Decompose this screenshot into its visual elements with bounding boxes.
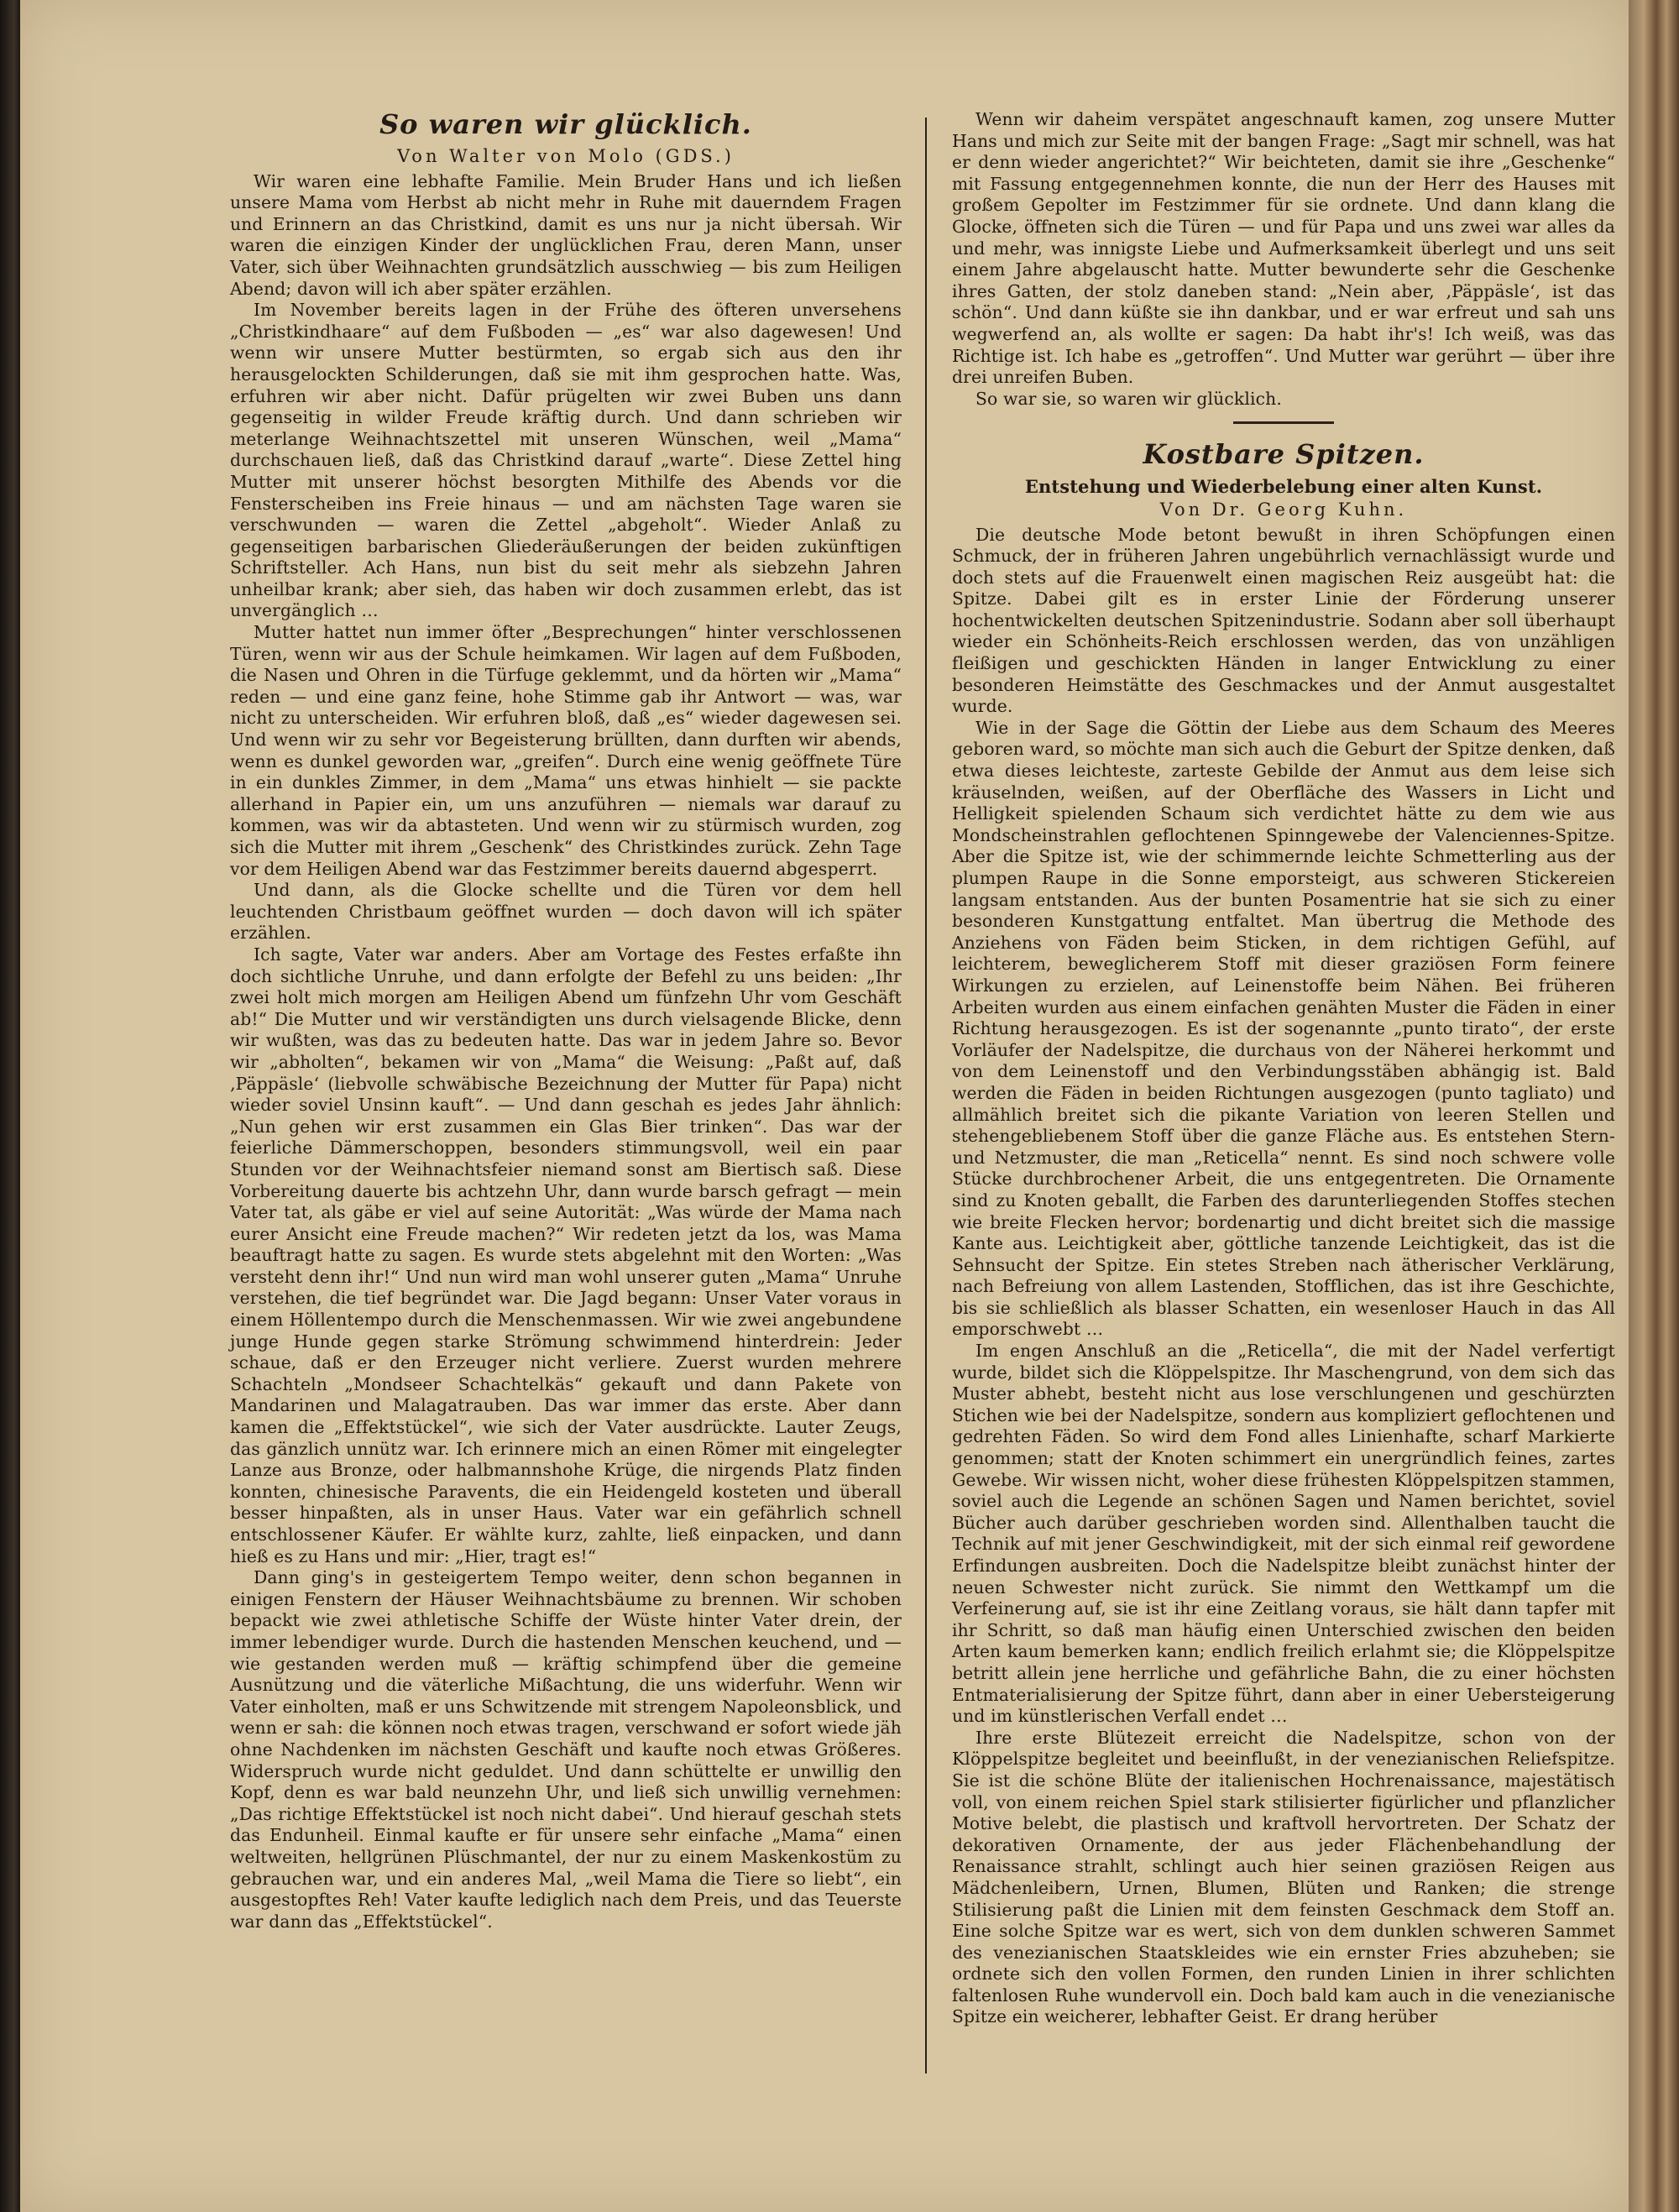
paragraph-closing: So war sie, so waren wir glücklich. (975, 388, 1282, 409)
article-title: So waren wir glücklich. (379, 108, 752, 140)
newspaper-page (20, 0, 1629, 2212)
column-divider (925, 118, 927, 2073)
paragraph: Dann ging's in gesteigertem Tempo weiter, denn schon begannen in einigen Fenstern der Häuser Weihnachtsbäume zu brennen. Wir schoben bepackt wie zwei athletische Schiffe der Wüste hinter Vater drein, der immer lebendiger wurde. Durch die hastenden Menschen keuchend, und — wie gestanden werden muß — kräftig schimpfend über die gemeine Ausnützung und die väterliche Mißachtung, die uns widerfuhr. Wenn wir Vater einholten, maß er uns Schwitzende mit strengem Napoleonsblick, und wenn er sah: die können noch etwas tragen, verschwand er sofort wiede jäh ohne Nachdenken im nächsten Geschäft und kaufte noch etwas Größeres. Widerspruch wurde nicht geduldet. Und dann schüttelte er unwillig den Kopf, denn es war bald neunzehn Uhr, und ließ sich unwillig vernehmen: „Das richtige Effektstückel ist noch nicht dabei“. Und hierauf geschah stets das Endunheil. Einmal kaufte er für unsere sehr einfache „Mama“ einen weltweiten, hellgrünen Plüschmantel, der nur zu einem Maskenkostüm zu gebrauchen war, und ein anderes Mal, „weil Mama die Tiere so liebt“, ein ausgestopftes Reh! Vater kaufte lediglich nach dem Preis, und das Teuerste war dann das „Effektstückel“. (230, 1567, 902, 1932)
right-column (952, 109, 1615, 2028)
paragraph: Ihre erste Blütezeit erreicht die Nadelspitze, schon von der Klöppelspitze begleitet und beeinflußt, in der venezianischen Reliefspitze. Sie ist die schöne Blüte der italienischen Hochrenaissance, majestätisch voll, von einem reichen Spiel stark stilisierter figürlicher und pflanzlicher Motive belebt, die plastisch und kraftvoll hervortreten. Der Schatz der dekorativen Ornamente, der aus jeder Flächenbehandlung der Renaissance strahlt, schlingt auch hier seinen graziösen Reigen aus Mädchenleibern, Urnen, Blumen, Blüten und Ranken; die strenge Stilisierung paßt die Linien mit dem feinsten Geschmack dem Stoff an. Eine solche Spitze war es wert, sich von dem dunklen schweren Sammet des venezianischen Staatskleides wie ein ernster Fries abzuheben; sie ordnete sich den vollen Formen, den runden Linien in ihrer schlichten faltenlosen Ruhe wundervoll ein. Doch bald kam auch in die venezianische Spitze ein weicherer, lebhafter Geist. Er drang herüber (952, 1727, 1615, 2027)
paragraph: Die deutsche Mode betont bewußt in ihren Schöpfungen einen Schmuck, der in früheren Jahren ungebührlich vernachlässigt wurde und doch stets auf die Frauenwelt einen magischen Reiz ausgeübt hat: die Spitze. Dabei gilt es in erster Linie der Förderung unserer hochentwickelten deutschen Spitzenindustrie. Sodann aber soll überhaupt wieder ein Schönheits-Reich erschlossen werden, das von unzähligen fleißigen und geschickten Händen in langer Entwicklung zu einer besonderen Heimstätte des Geschmackes und der Anmut ausgestaltet wurde. (952, 524, 1615, 717)
paragraph: Wir waren eine lebhafte Familie. Mein Bruder Hans und ich ließen unsere Mama vom Herbst ab nicht mehr in Ruhe mit dauerndem Fragen und Erinnern an das Christkind, damit es uns nur ja nicht übersah. Wir waren die einzigen Kinder der unglücklichen Frau, deren Mann, unser Vater, sich über Weihnachten grundsätzlich ausschwieg — bis zum Heiligen Abend; davon will ich aber später erzählen. (230, 170, 902, 299)
book-binding-right (1629, 0, 1679, 2212)
article-subtitle: Entstehung und Wiederbelebung einer alten Kunst. (1024, 476, 1543, 498)
paragraph: Ich sagte, Vater war anders. Aber am Vortage des Festes erfaßte ihn doch sichtliche Unruhe, und dann erfolgte der Befehl zu uns beiden: „Ihr zwei holt mich morgen am Heiligen Abend um fünfzehn Uhr vom Geschäft ab!“ Die Mutter und wir verständigten uns durch vielsagende Blicke, denn wir wußten, was das zu bedeuten hatte. Das war in jedem Jahre so. Bevor wir „abholten“, bekamen wir von „Mama“ die Weisung: „Paßt auf, daß ‚Päppäsle‘ (liebvolle schwäbische Bezeichnung der Mutter für Papa) nicht wieder soviel Unsinn kauft“. — Und dann geschah es jedes Jahr ähnlich: „Nun gehen wir erst zusammen ein Glas Bier trinken“. Das war der feierliche Dämmerschoppen, besonders stimmungsvoll, weil ein paar Stunden vor der Weihnachtsfeier niemand sonst am Biertisch saß. Diese Vorbereitung dauerte bis achtzehn Uhr, dann wurde barsch gefragt — mein Vater tat, als gäbe er viel auf seine Autorität: „Was würde der Mama nach eurer Ansicht eine Freude machen?“ Wir redeten jetzt da los, was Mama beauftragt hatte zu sagen. Es wurde stets abgelehnt mit den Worten: „Was versteht denn ihr!“ Und nun wird man wohl unserer guten „Mama“ Unruhe verstehen, die tief begründet war. Die Jagd begann: Unser Vater voraus in einem Höllentempo durch die Menschenmassen. Wir wie zwei angebundene junge Hunde gegen starke Strömung schwimmend hinterdrein: Jeder schaue, daß er den Erzeuger nicht verliere. Zuerst wurden mehrere Schachteln „Mondseer Schachtelkäs“ gekauft und dann Pakete von Mandarinen und Malagatrauben. Das war immer das erste. Aber dann kamen die „Effektstückel“, wie sich der Vater ausdrückte. Lauter Zeugs, das gänzlich unnütz war. Ich erinnere mich an einen Römer mit eingelegter Lanze aus Bronze, oder halbmannshohe Krüge, die nirgends Platz finden konnten, chinesische Paravents, die ein Heidengeld kosteten und überall besser hinpaßten, als in unser Haus. Vater war ein gefährlich schnell entschlossener Käufer. Er wählte kurz, zahlte, ließ einpacken, und dann hieß es zu Hans und mir: „Hier, tragt es!“ (230, 944, 902, 1566)
article-title: Kostbare Spitzen. (1143, 438, 1425, 471)
book-binding-left (0, 0, 20, 2212)
paragraph: Wenn wir daheim verspätet angeschnauft kamen, zog unsere Mutter Hans und mich zur Seite mit der bangen Frage: „Sagt mir schnell, was hat er denn wieder angerichtet?“ Wir beichteten, damit sie ihre „Geschenke“ mit Fassung entgegennehmen konnte, die nun der Herr des Hauses mit großem Gepolter im Festzimmer für sie ordnete. Und dann klang die Glocke, öffneten sich die Türen — und für Papa und uns zwei war alles da und mehr, was innigste Liebe und Aufmerksamkeit überlegt und uns seit einem Jahre abgelauscht hatte. Mutter bewunderte sehr die Geschenke ihres Gatten, der stolz daneben stand: „Nein aber, ‚Päppäsle‘, ist das schön“. Und dann küßte sie ihn dankbar, und er war erfreut und sah uns wegwerfend an, als wollte er sagen: Da habt ihr's! Ich weiß, was das Richtige ist. Ich habe es „getroffen“. Und Mutter war gerührt — über ihre drei unreifen Buben. (952, 109, 1615, 388)
paragraph: Im engen Anschluß an die „Reticella“, die mit der Nadel verfertigt wurde, bildet sich die Klöppelspitze. Ihr Maschengrund, von dem sich das Muster abhebt, besteht nicht aus lose verschlungenen und geschürzten Stichen wie bei der Nadelspitze, sondern aus kompliziert geflochtenen und gedrehten Fäden. So wird dem Fond alles Linienhafte, scharf Markierte genommen; statt der Knoten schimmert ein unergründlich feines, zartes Gewebe. Wir wissen nicht, woher diese frühesten Klöppelspitzen stammen, soviel auch die Legende an schönen Sagen und Namen berichtet, soviel Bücher auch darüber geschrieben worden sind. Allenthalben taucht die Technik auf mit jener Geschwindigkeit, mit der sich einmal reif gewordene Erfindungen ausbreiten. Doch die Nadelspitze bleibt zunächst hinter der neuen Schwester nicht zurück. Sie nimmt den Wettkampf um die Verfeinerung auf, sie ist ihr eine Zeitlang voraus, sie hält dann tapfer mit ihr Schritt, so daß man häufig einen Unterschied zwischen den beiden Arten kaum bemerken kann; endlich freilich erlahmt sie; die Klöppelspitze betritt allein jene herrliche und gefährliche Bahn, die zu einer höchsten Entmaterialisierung der Spitze führt, dann aber in einer Uebersteigerung und im künstlerischen Verfall endet … (952, 1341, 1615, 1727)
left-column (230, 101, 902, 1932)
paragraph: Und dann, als die Glocke schellte und die Türen vor dem hell leuchtenden Christbaum geöffnet wurden — doch davon will ich später erzählen. (230, 880, 902, 944)
paragraph: Mutter hattet nun immer öfter „Besprechungen“ hinter verschlossenen Türen, wenn wir aus der Schule heimkamen. Wir lagen auf dem Fußboden, die Nasen und Ohren in die Türfuge geklemmt, und da hörten wir „Mama“ reden — und eine ganz feine, hohe Stimme gab ihr Antwort — was, war nicht zu unterscheiden. Wir erfuhren bloß, daß „es“ wieder dagewesen sei. Und wenn wir zu sehr vor Begeisterung brüllten, dann durften wir abends, wenn es dunkel geworden war, „greifen“. Durch eine wenig geöffnete Türe in ein dunkles Zimmer, in dem „Mama“ uns etwas hinhielt — sie packte allerhand in Papier ein, um uns anzuführen — niemals war darauf zu kommen, was wir da abtasteten. Und wenn wir zu stürmisch wurden, zog sich die Mutter mit ihrem „Geschenk“ des Christkindes zurück. Zehn Tage vor dem Heiligen Abend war das Festzimmer bereits dauernd abgesperrt. (230, 622, 902, 879)
paragraph: Im November bereits lagen in der Frühe des öfteren unversehens „Christkindhaare“ auf dem Fußboden — „es“ war also dagewesen! Und wenn wir unsere Mutter bestürmten, so ergab sich aus den ihr herausgelockten Schilderungen, daß sie mit ihm gesprochen hatte. Was, erfuhren wir aber nicht. Dafür prügelten wir zwei Buben uns dann gegenseitig in wilder Freude kräftig durch. Und dann schrieben wir meterlange Weihnachtszettel mit unseren Wünschen, weil „Mama“ durchschauen ließ, daß das Christkind darauf „warte“. Diese Zettel hing Mutter mit unserer höchst besorgten Mithilfe des Abends vor die Fensterscheiben ins Freie hinaus — und am nächsten Tage waren sie verschwunden — waren die Zettel „abgeholt“. Wieder Anlaß zu gegenseitigen barbarischen Gliederäußerungen der beiden zukünftigen Schriftsteller. Ach Hans, nun bist du seit mehr als siebzehn Jahren unheilbar krank; aber sieh, das haben wir doch zusammen erlebt, das ist unvergänglich … (230, 300, 902, 621)
paragraph: Wie in der Sage die Göttin der Liebe aus dem Schaum des Meeres geboren ward, so möchte man sich auch die Geburt der Spitze denken, daß etwa dieses leichteste, zarteste Gebilde der Anmut aus dem leise sich kräuselnden, weißen, auf der Oberfläche des Wassers in Licht und Helligkeit spielenden Schaum sich verdichtet hätte zu dem wie aus Mondscheinstrahlen geflochtenen Spinngewebe der Valenciennes-Spitze. Aber die Spitze ist, wie der schimmernde leichte Schmetterling aus der plumpen Raupe in die Sonne emporsteigt, aus schweren Stickereien langsam entstanden. Aus der bunten Posamentrie hat sie sich zu einer besonderen Kunstgattung entfaltet. Man übertrug die Methode des Anziehens von Fäden beim Sticken, in dem richtigen Gefühl, auf leichterem, beweglicherem Stoff mit dieser graziösen Form feinere Wirkungen zu erzielen, auf Leinenstoffe beim Nähen. Bei früheren Arbeiten wurden aus einem einfachen genähten Muster die Fäden in einer Richtung herausgezogen. Es ist der sogenannte „punto tirato“, der erste Vorläufer der Nadelspitze, die durchaus von der Näherei herkommt und von dem Leinenstoff und den Verbindungsstäben abhängig ist. Bald werden die Fäden in beiden Richtungen ausgezogen (punto tagliato) und allmählich breitet sich die pikante Variation von leeren Stellen und stehengebliebenem Stoff über die ganze Fläche aus. Es entstehen Stern- und Netzmuster, die man „Reticella“ nennt. Es sind noch schwere volle Stücke durchbrochener Arbeit, die uns entgegentreten. Die Ornamente sind zu Knoten geballt, die Farben des darunterliegenden Stoffes stechen wie breite Flecken hervor; bordenartig und dicht breitet sich die massige Kante aus. Leichtigkeit aber, göttliche tanzende Leichtigkeit, das ist die Sehnsucht der Spitze. Ein stetes Streben nach ätherischer Verklärung, nach Befreiung von allem Lastenden, Stofflichen, das ist ihre Geschichte, bis sie schließlich als blasser Schatten, ein wesenloser Hauch in das All emporschwebt … (952, 717, 1615, 1340)
article-separator (1233, 421, 1334, 424)
article-byline: Von Walter von Molo (GDS.) (397, 146, 735, 166)
article-byline: Von Dr. Georg Kuhn. (1159, 499, 1408, 520)
